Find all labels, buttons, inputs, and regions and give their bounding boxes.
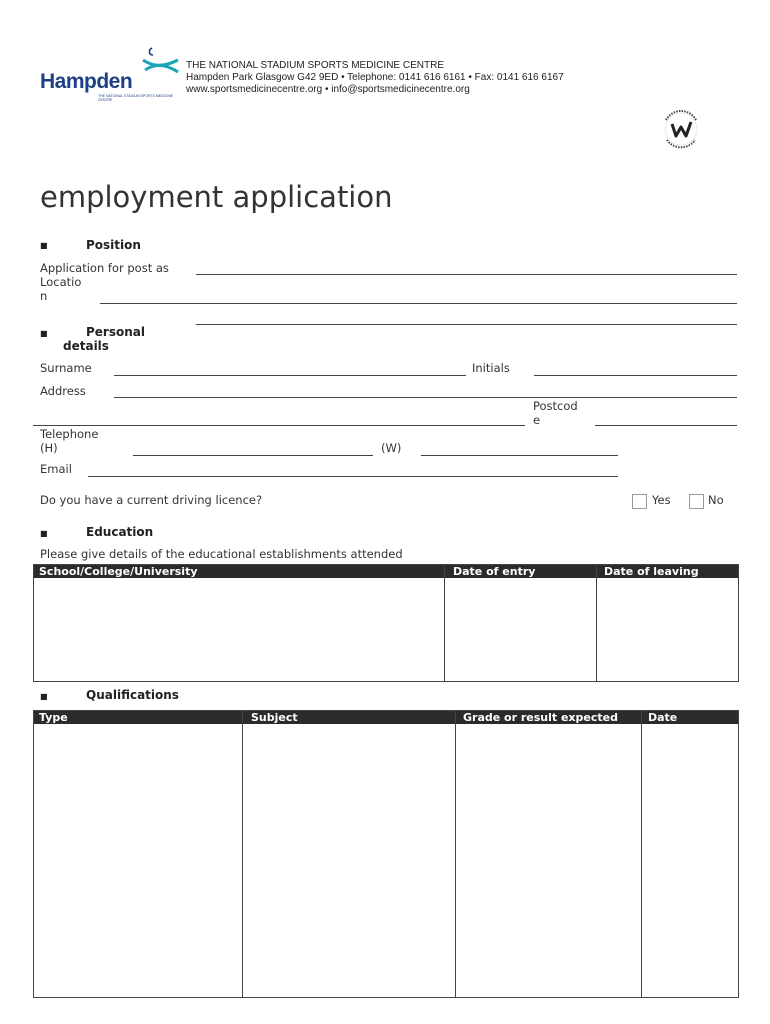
telephone-work-label: (W): [381, 441, 402, 455]
qualifications-col-date: Date: [648, 711, 678, 724]
education-table[interactable]: [33, 564, 739, 682]
investor-badge-text: [658, 108, 669, 109]
surname-field[interactable]: [114, 375, 466, 376]
qualifications-table[interactable]: [33, 710, 739, 998]
postcode-field[interactable]: [595, 425, 737, 426]
org-name: THE NATIONAL STADIUM SPORTS MEDICINE CENTRE: [186, 60, 444, 71]
qualifications-divider: [242, 711, 243, 997]
section-heading-qualifications: Qualifications: [86, 688, 179, 702]
logo-swoosh-icon: [140, 46, 180, 86]
initials-field[interactable]: [534, 375, 737, 376]
surname-label: Surname: [40, 361, 92, 375]
email-field[interactable]: [88, 476, 618, 477]
section-bullet: ■: [40, 692, 48, 701]
org-address: Hampden Park Glasgow G42 9ED • Telephone: 0141 616 6161 • Fax: 0141 616 6167: [186, 72, 564, 83]
licence-no-label: No: [708, 493, 724, 507]
section-heading-position: Position: [86, 238, 141, 252]
org-web: www.sportsmedicinecentre.org • info@sportsmedicinecentre.org: [186, 84, 470, 95]
licence-yes-label: Yes: [652, 493, 671, 507]
education-col-leaving: Date of leaving: [604, 565, 699, 578]
investor-badge: [658, 108, 704, 150]
telephone-home-field[interactable]: [133, 455, 373, 456]
logo: [40, 46, 180, 106]
education-divider: [596, 565, 597, 681]
qualifications-col-grade: Grade or result expected: [463, 711, 618, 724]
qualifications-col-type: Type: [39, 711, 68, 724]
logo-wordmark: Hampden: [40, 70, 133, 93]
education-col-school: School/College/University: [39, 565, 198, 578]
section-heading-education: Education: [86, 525, 154, 539]
section-bullet: ■: [40, 329, 48, 338]
address-field-2[interactable]: [33, 425, 525, 426]
postcode-label: Postcod e: [533, 399, 578, 427]
telephone-label: Telephone (H): [40, 427, 99, 455]
education-col-entry: Date of entry: [453, 565, 536, 578]
telephone-work-field[interactable]: [421, 455, 618, 456]
licence-question: Do you have a current driving licence?: [40, 493, 263, 507]
address-field[interactable]: [114, 397, 737, 398]
post-label: Application for post as: [40, 261, 169, 275]
education-divider: [444, 565, 445, 681]
location-label: Locatio n: [40, 275, 82, 303]
address-label: Address: [40, 384, 86, 398]
initials-label: Initials: [472, 361, 510, 375]
investor-in-people-icon: [658, 108, 704, 150]
location-field-2[interactable]: [196, 324, 737, 325]
section-heading-personal-2: details: [63, 339, 109, 353]
page-title: employment application: [40, 180, 393, 214]
licence-yes-checkbox[interactable]: [632, 494, 647, 509]
education-instruction: Please give details of the educational establishments attended: [40, 547, 403, 561]
qualifications-divider: [641, 711, 642, 997]
location-field[interactable]: [100, 303, 737, 304]
logo-tagline: THE NATIONAL STADIUM SPORTS MEDICINE CENTRE: [98, 94, 173, 102]
section-heading-personal: Personal: [86, 325, 145, 339]
section-bullet: ■: [40, 529, 48, 538]
qualifications-col-subject: Subject: [251, 711, 298, 724]
post-field[interactable]: [196, 274, 737, 275]
email-label: Email: [40, 462, 72, 476]
licence-no-checkbox[interactable]: [689, 494, 704, 509]
section-bullet: ■: [40, 241, 48, 250]
education-table-header: [34, 565, 738, 578]
qualifications-divider: [455, 711, 456, 997]
qualifications-table-header: [34, 711, 738, 724]
